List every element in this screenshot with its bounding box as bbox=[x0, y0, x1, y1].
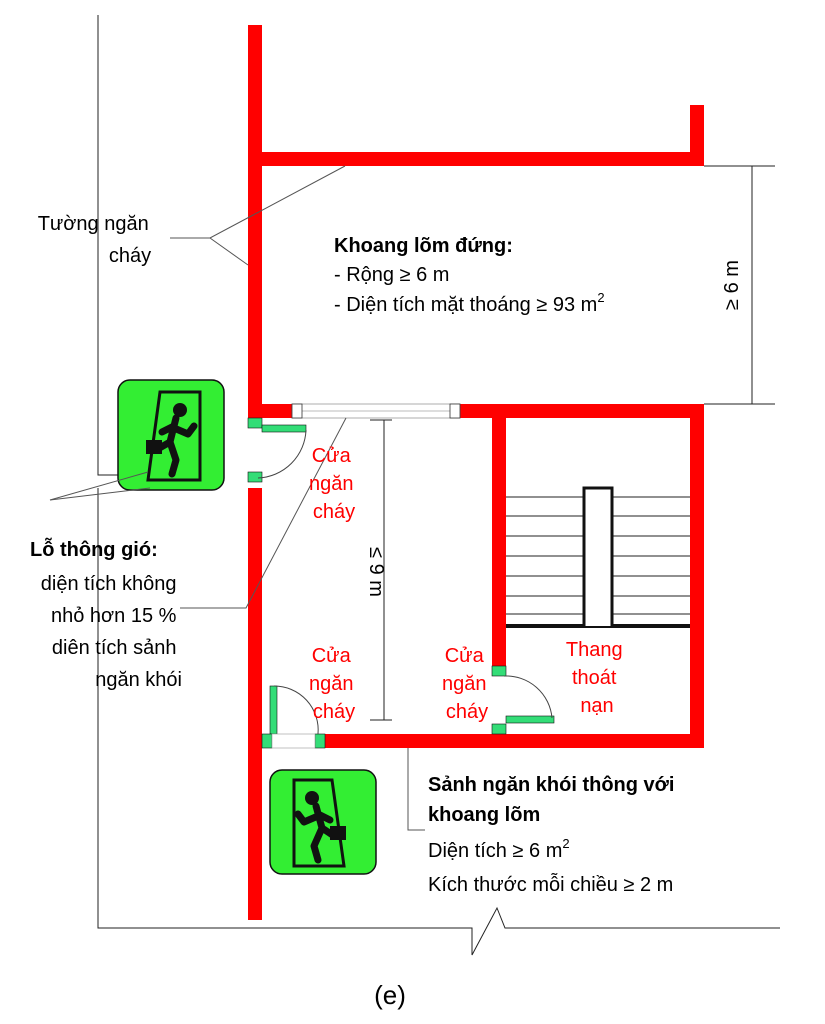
ventilation-opening bbox=[292, 404, 460, 418]
wall-bottom bbox=[325, 734, 704, 748]
figure-caption: (e) bbox=[374, 980, 406, 1010]
lobby-dimension: Kích thước mỗi chiều ≥ 2 m bbox=[428, 874, 674, 896]
lobby-title: Sảnh ngăn khói thông với khoang lõm bbox=[428, 774, 675, 826]
dimension-6m-label: ≥ 6 m bbox=[721, 260, 743, 310]
wall-stair-right bbox=[690, 404, 704, 748]
vent-title: Lỗ thông gió: bbox=[30, 539, 158, 561]
vent-description: diện tích không nhỏ hơn 15 % diên tích sảnh ngăn khói bbox=[40, 573, 182, 691]
exit-sign-icon bbox=[118, 380, 224, 490]
wall-stair-left bbox=[492, 404, 506, 666]
fire-door-label-2: Cửa ngăn cháy bbox=[308, 645, 356, 723]
staircase bbox=[506, 488, 690, 628]
wall-recess-top bbox=[248, 152, 704, 166]
fire-wall-label: Tường ngăn cháy bbox=[37, 213, 152, 267]
fire-door-label-1: Cửa ngăn cháy bbox=[308, 445, 356, 523]
lobby-area: Diện tích ≥ 6 $m^2$ bbox=[428, 836, 570, 862]
exit-sign-icon bbox=[270, 770, 376, 874]
fire-door-label-3: Cửa ngăn cháy bbox=[441, 645, 489, 723]
recess-width: - Rộng ≥ 6 m bbox=[334, 264, 450, 286]
wall-lobby-top-left bbox=[248, 404, 292, 418]
recess-title: Khoang lõm đứng: bbox=[334, 235, 513, 257]
wall-left-upper bbox=[248, 25, 262, 418]
dimension-9m-label: ≤ 9 m bbox=[365, 547, 387, 597]
fire-door-left bbox=[248, 418, 306, 482]
fire-door-stair bbox=[492, 666, 554, 734]
recess-area: - Diện tích mặt thoáng ≥ 93 $m^2$ bbox=[334, 290, 605, 316]
wall-recess-right bbox=[690, 105, 704, 166]
stair-label: Thang thoát nạn bbox=[565, 639, 623, 717]
wall-left-lower bbox=[248, 488, 262, 920]
